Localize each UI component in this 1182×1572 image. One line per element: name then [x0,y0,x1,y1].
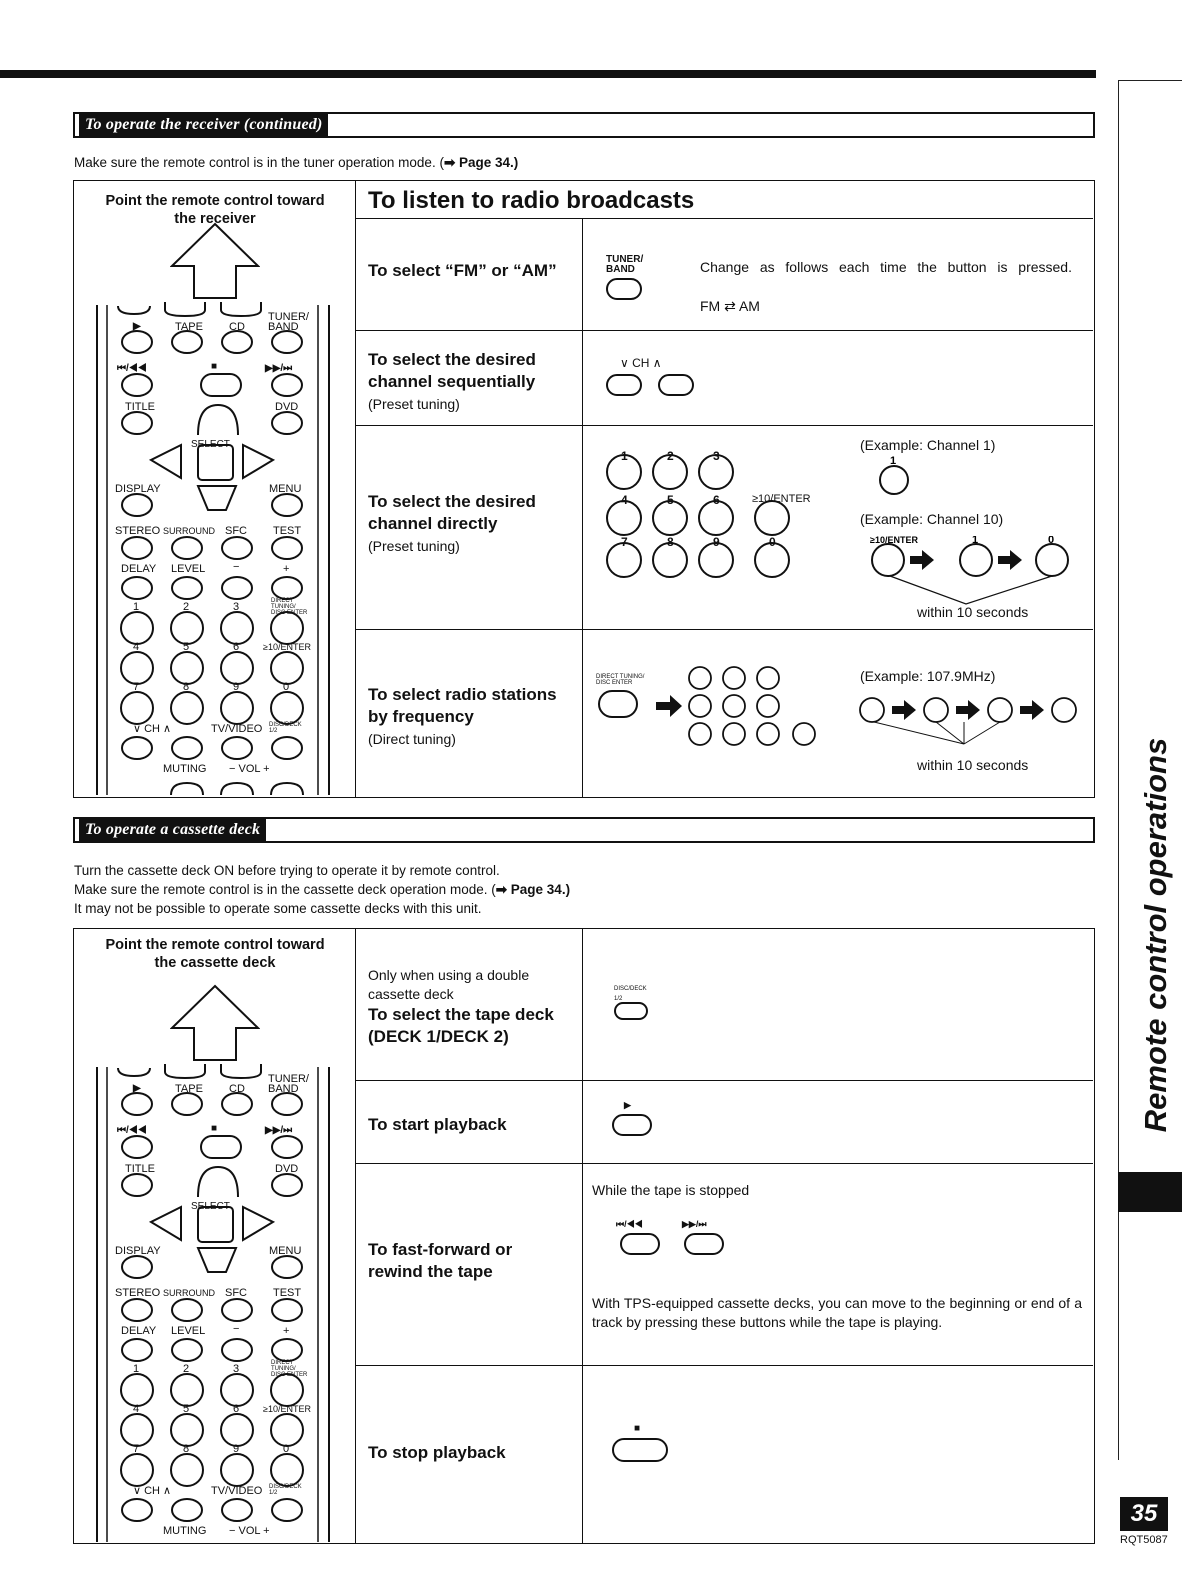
row-sequential-sub: (Preset tuning) [368,396,460,412]
remote-label: − VOL + [229,763,270,775]
stop-button [612,1438,668,1462]
remote-label: ▶▶/⏭ [265,1125,293,1136]
fast-forward-button [684,1233,724,1255]
arrow-up-icon [170,222,260,300]
remote-label: ■ [211,1123,218,1134]
remote-label: 2 [183,601,190,613]
remote-label: TITLE [125,401,155,413]
tuner-band-button [606,278,642,300]
row-ff-rewind-label: To fast-forward or rewind the tape [368,1240,513,1281]
remote-label: + [283,1325,290,1337]
row-direct-title: To select the desired channel directly [368,492,536,533]
svg-text:8: 8 [667,535,674,549]
remote-label: DISC/DECK 1/2 [269,1484,302,1496]
remote-label: CD [229,321,245,333]
remote-label: 4 [133,641,140,653]
remote-label: DIRECT TUNING/ DISC ENTER [271,1360,308,1378]
remote-label: 7 [133,1443,140,1455]
section1-title: To operate the receiver (continued) [79,114,328,136]
remote-label: MENU [269,1245,302,1257]
example-channel-10: (Example: Channel 10) [860,511,1004,527]
remote-label: MENU [269,483,302,495]
remote-label: DIRECT TUNING/ DISC ENTER [271,598,308,616]
remote-label: 7 [133,681,140,693]
disc-deck-button [614,1002,648,1020]
numeric-keypad-icon [600,448,810,580]
remote-control-cassette [93,1062,333,1542]
channel-10-sequence-icon [866,536,1076,606]
svg-text:9: 9 [713,535,720,549]
row-stop-playback-label: To stop playback [368,1443,506,1462]
row-direct-sub: (Preset tuning) [368,538,460,554]
remote-label: SELECT [191,1201,230,1212]
table-divider [355,218,1093,219]
svg-text:1: 1 [890,455,897,467]
row-frequency-sub: (Direct tuning) [368,731,456,747]
svg-text:1: 1 [621,449,628,463]
frequency-keypad-icon [652,660,822,748]
remote-label: 5 [183,1403,190,1415]
side-black-marker [1118,1172,1182,1212]
ch-down-button [606,374,642,396]
row-sequential-label [368,349,578,415]
remote-label: 8 [183,1443,190,1455]
row-sequential-title: To select the desired channel sequentially [368,350,536,391]
remote-label: TV/VIDEO [211,723,263,735]
section2-header [73,817,1095,843]
remote-label: TV/VIDEO [211,1485,263,1497]
section2-note-2 [74,880,570,899]
side-tab-text: Remote control operations [1138,737,1173,1133]
table-divider [355,629,1093,630]
within-10-seconds-direct: within 10 seconds [917,604,1029,620]
remote-label: − VOL + [229,1525,270,1537]
remote-label: 0 [283,681,290,693]
remote-label: LEVEL [171,563,206,575]
rewind-icon: ⏮/◀◀ [616,1219,643,1229]
remote-label: 0 [283,1443,290,1455]
remote-label: 4 [133,1403,140,1415]
remote-label: 3 [233,1363,240,1375]
fm-am-desc: Change as follows each time the button is pressed. [700,259,1072,275]
remote-label: TAPE [175,321,203,333]
table-divider [355,1365,1093,1366]
fast-forward-icon: ▶▶/⏭ [682,1219,707,1229]
svg-text:7: 7 [621,535,628,549]
table-divider [355,928,356,1543]
play-icon: ▶ [624,1100,631,1110]
section2-notes [74,861,570,918]
section2-note-1: Turn the cassette deck ON before trying to operate it by remote control. [74,863,500,878]
remote-label: 9 [233,681,240,693]
remote-label: ∨ CH ∧ [133,1485,172,1497]
remote-label: ▶ [133,1083,141,1094]
enter-button-label: ≥10/ENTER [752,493,811,505]
document-code: RQT5087 [1120,1534,1168,1546]
section2-note-2-text: Make sure the remote control is in the cassette deck operation mode. ( [74,882,496,897]
remote-label: STEREO [115,1287,161,1299]
direct-tuning-button [598,690,638,718]
remote-label: DISC/DECK 1/2 [269,722,302,734]
side-tab [1118,700,1182,1170]
ch-up-button [658,374,694,396]
remote-label: ▶▶/⏭ [265,363,293,374]
remote-label: SFC [225,1287,247,1299]
row-select-deck [368,966,573,1048]
section2-note-3: It may not be possible to operate some cassette decks with this unit. [74,901,482,916]
svg-text:0: 0 [1048,536,1055,546]
example-107-9: (Example: 107.9MHz) [860,668,996,684]
remote-label: 8 [183,681,190,693]
row-select-deck-label: To select the tape deck (DECK 1/DECK 2) [368,1005,554,1046]
row-frequency-title: To select radio stations by frequency [368,685,557,726]
remote-label: CD [229,1083,245,1095]
fm-am-cycle: FM ⇄ AM [700,298,760,314]
remote-label: ∨ CH ∧ [133,723,172,735]
remote-label: DELAY [121,1325,157,1337]
arrow-up-icon [170,984,260,1062]
section2-title: To operate a cassette deck [79,819,266,841]
section1-header [73,112,1095,138]
remote-label: MUTING [163,763,207,775]
section1-note [74,153,518,172]
play-button [612,1114,652,1136]
remote-label: + [283,563,290,575]
remote-label: SELECT [191,439,230,450]
remote-label: − [233,1323,240,1335]
remote-label: 6 [233,1403,240,1415]
point-text-receiver: Point the remote control toward the receiver [105,193,325,227]
row-fm-am-label: To select “FM” or “AM” [368,261,557,280]
remote-label: 3 [233,601,240,613]
disc-deck-button-label: DISC/DECK 1/2 [614,986,647,1002]
remote-label: SFC [225,525,247,537]
table-divider [355,1163,1093,1164]
remote-label: TITLE [125,1163,155,1175]
remote-label: SURROUND [163,526,216,536]
remote-label: DISPLAY [115,483,161,495]
rewind-button [620,1233,660,1255]
row-select-deck-pre: Only when using a double cassette deck [368,967,530,1002]
remote-label: STEREO [115,525,161,537]
remote-label: TEST [273,525,302,537]
stop-icon: ■ [634,1423,641,1434]
right-margin-top-rule [1118,80,1182,81]
remote-label: ■ [211,361,218,372]
remote-label: DISPLAY [115,1245,161,1257]
remote-label: LEVEL [171,1325,206,1337]
direct-tuning-button-label: DIRECT TUNING/ DISC ENTER [596,674,645,686]
remote-label: ▶ [133,321,141,332]
remote-label: ⏮/◀◀ [117,363,147,374]
remote-body [93,300,333,795]
remote-label: TUNER/ BAND [268,1073,309,1095]
remote-control-receiver [93,300,333,795]
remote-label: MUTING [163,1525,207,1537]
remote-label: ⏮/◀◀ [117,1125,147,1136]
tps-note: With TPS-equipped cassette decks, you can move to the beginning or end of a track by pressing these buttons while the tape is playing. [592,1295,1082,1330]
remote-label: DVD [275,401,299,413]
svg-text:2: 2 [667,449,674,463]
svg-text:3: 3 [713,449,720,463]
top-rule [0,70,1096,78]
svg-text:5: 5 [667,493,674,507]
remote-label: ≥10/ENTER [263,642,311,652]
point-text-cassette: Point the remote control toward the cassette deck [105,937,325,971]
button-1-icon [868,455,918,495]
table-divider [355,425,1093,426]
remote-label: 1 [133,601,140,613]
tuner-band-button-label: TUNER/ BAND [606,254,644,275]
while-stopped-text: While the tape is stopped [592,1182,750,1198]
remote-label: TEST [273,1287,302,1299]
remote-label: ≥10/ENTER [263,1404,311,1414]
remote-label: TUNER/ BAND [268,311,309,333]
remote-label: 9 [233,1443,240,1455]
remote-label: 6 [233,641,240,653]
svg-text:≥10/ENTER: ≥10/ENTER [870,536,918,545]
svg-text:4: 4 [621,493,628,507]
section1-page-ref: ➡ Page 34.) [443,155,519,170]
table-divider [355,330,1093,331]
ch-button-label: ∨ CH ∧ [620,356,662,370]
svg-text:1: 1 [972,536,979,546]
remote-label: SURROUND [163,1288,216,1298]
table-divider [355,1080,1093,1081]
example-channel-1: (Example: Channel 1) [860,437,996,453]
section2-page-ref: ➡ Page 34.) [495,882,571,897]
remote-label: TAPE [175,1083,203,1095]
row-direct-label [368,491,578,557]
svg-text:6: 6 [713,493,720,507]
remote-label: 2 [183,1363,190,1375]
radio-table-title: To listen to radio broadcasts [368,187,695,214]
row-start-playback-label: To start playback [368,1115,507,1134]
svg-text:0: 0 [769,535,776,549]
frequency-sequence-icon [856,690,1086,750]
remote-label: 1 [133,1363,140,1375]
table-divider [582,218,583,797]
row-frequency-label [368,684,578,750]
table-divider [582,928,583,1543]
section1-note-text: Make sure the remote control is in the tuner operation mode. ( [74,155,444,170]
remote-label: − [233,561,240,573]
within-10-seconds-frequency: within 10 seconds [917,757,1029,773]
page-number: 35 [1120,1497,1168,1531]
remote-label: DVD [275,1163,299,1175]
table-divider [355,180,356,797]
remote-label: DELAY [121,563,157,575]
remote-label: 5 [183,641,190,653]
